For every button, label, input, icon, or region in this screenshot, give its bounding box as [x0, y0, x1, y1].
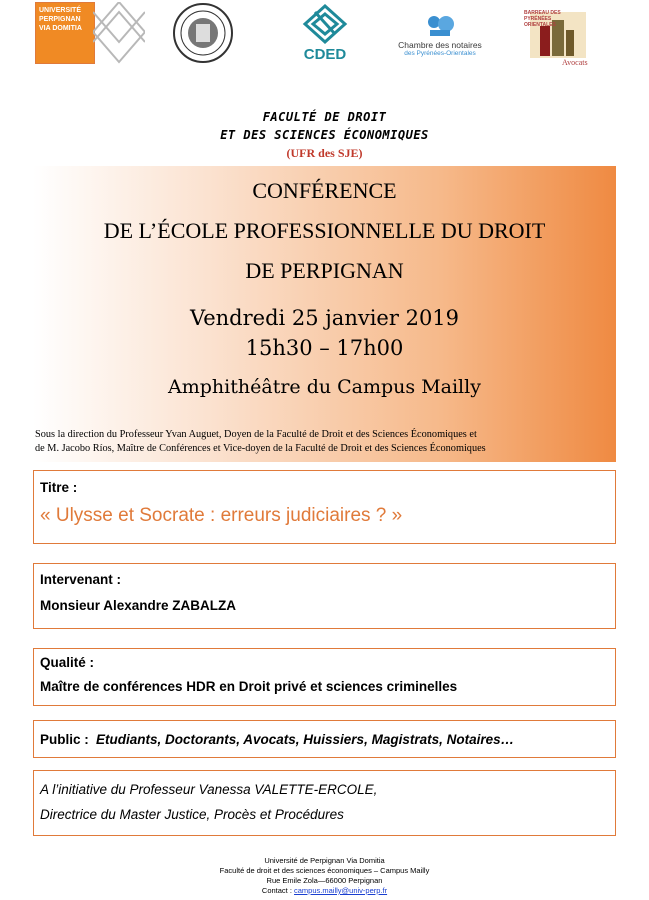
- ufr-label: (UFR des SJE): [286, 146, 363, 160]
- contact-label: Contact :: [261, 886, 295, 895]
- notaires-logo: [390, 10, 490, 66]
- direction-line2: de M. Jacobo Ríos, Maître de Conférences et Vice-doyen de la Faculté de Droit et des Sciences Économiques: [35, 443, 486, 454]
- direction-text: [35, 428, 616, 456]
- faculty-seal-logo: [172, 2, 234, 64]
- footer-line1: Université de Perpignan Via Domitia: [264, 856, 385, 865]
- intervenant-box: [33, 563, 616, 629]
- titre-value: « Ulysse et Socrate : erreurs judiciaires ? »: [40, 505, 403, 526]
- barreau-logo: [520, 2, 600, 72]
- notaires-line2: des Pyrénées-Orientales: [404, 50, 476, 57]
- banner-title-line1: CONFÉRENCE: [252, 178, 397, 203]
- initiative-line1: A l’initiative du Professeur Vanessa VALETTE-ERCOLE,: [40, 782, 378, 797]
- universite-logo-text: UNIVERSITÉ PERPIGNAN VIA DOMITIA: [39, 7, 82, 32]
- footer-contact: [0, 886, 649, 896]
- banner-title-line2: DE L’ÉCOLE PROFESSIONNELLE DU DROIT: [103, 218, 546, 243]
- public-box: [33, 720, 616, 758]
- public-value: Etudiants, Doctorants, Avocats, Huissiers, Magistrats, Notaires…: [96, 732, 515, 747]
- seal-icon: [172, 2, 234, 64]
- event-time: 15h30 – 17h00: [245, 336, 404, 360]
- barreau-bottom-text: Avocats: [562, 58, 588, 67]
- contact-email-link[interactable]: campus.mailly@univ-perp.fr: [294, 886, 388, 895]
- universite-logo: [35, 2, 145, 64]
- qualite-box: [33, 648, 616, 706]
- intervenant-value: Monsieur Alexandre ZABALZA: [40, 598, 237, 613]
- initiative-box: [33, 770, 616, 836]
- footer-line2: Faculté de droit et des sciences économiques – Campus Mailly: [219, 866, 430, 875]
- conference-banner: [33, 166, 616, 462]
- banner-title-line3: DE PERPIGNAN: [245, 258, 404, 283]
- faculty-line1: FACULTÉ DE DROIT: [262, 110, 387, 124]
- footer-line3: Rue Emile Zola—66000 Perpignan: [266, 876, 383, 885]
- qualite-label: Qualité :: [40, 655, 95, 670]
- notaires-icon: [390, 10, 490, 40]
- direction-line1: Sous la direction du Professeur Yvan Auguet, Doyen de la Faculté de Droit et des Sciences Économiques et: [35, 429, 477, 440]
- titre-label: Titre :: [40, 480, 78, 495]
- public-label: Public :: [40, 732, 89, 747]
- intervenant-label: Intervenant :: [40, 572, 122, 587]
- logo-row: [0, 0, 649, 86]
- cded-logo: [292, 4, 358, 66]
- initiative-line2: Directrice du Master Justice, Procès et Procédures: [40, 807, 344, 822]
- cded-label: CDED: [303, 46, 347, 63]
- notaires-line1: Chambre des notaires: [398, 40, 482, 50]
- event-date: Vendredi 25 janvier 2019: [189, 306, 460, 330]
- titre-box: [33, 470, 616, 544]
- event-place: Amphithéâtre du Campus Mailly: [168, 376, 481, 398]
- barreau-top-text: BARREAU DES PYRÉNÉES ORIENTALES: [524, 10, 561, 28]
- faculty-line2: ET DES SCIENCES ÉCONOMIQUES: [220, 128, 429, 142]
- qualite-value: Maître de conférences HDR en Droit privé et sciences criminelles: [40, 679, 458, 694]
- diamond-icon: [292, 4, 358, 46]
- lattice-icon: [93, 2, 145, 64]
